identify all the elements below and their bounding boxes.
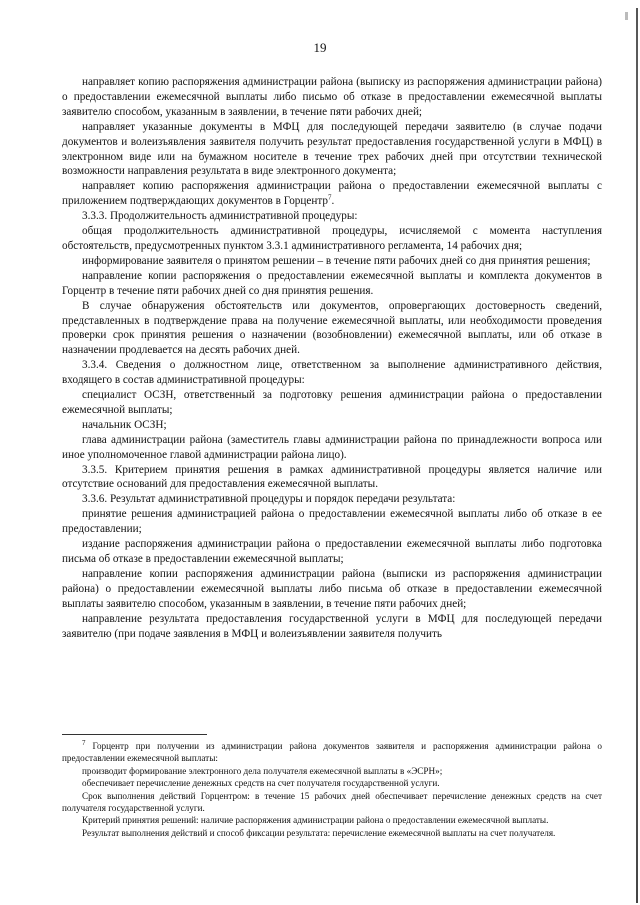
footnote-line: Срок выполнения действий Горцентром: в течение 15 рабочих дней обеспечивает перечисление денежных средств на счет получателя государственной услуги.	[62, 790, 602, 814]
footnotes	[62, 740, 602, 839]
paragraph: общая продолжительность административной процедуры, исчисляемой с момента наступления обстоятельств, предусмотренных пунктом 3.3.1 административного регламента, 14 рабочих дня;	[62, 225, 602, 252]
paragraph: 3.3.3. Продолжительность административной процедуры:	[82, 210, 358, 223]
paragraph: принятие решения администрацией района о предоставлении ежемесячной выплаты либо об отказе в ее предоставлении;	[62, 508, 602, 536]
paragraph: 3.3.5. Критерием принятия решения в рамках административной процедуры является наличие или отсутствие оснований для предоставления ежемесячной выплаты.	[62, 463, 602, 491]
footnote-line: Результат выполнения действий и способ фиксации результата: перечисление ежемесячной выплаты на счет получателя.	[82, 827, 556, 838]
paragraph: 3.3.6. Результат административной процедуры и порядок передачи результата:	[82, 493, 456, 506]
paragraph: направление копии распоряжения о предоставлении ежемесячной выплаты и комплекта документов в Горцентр в течение пяти рабочих дней со дня принятия решения.	[62, 269, 602, 297]
footnote-text: Горцентр при получении из администрации района документов заявителя и распоряжения администрации района о предоставлении ежемесячной выплаты:	[62, 741, 602, 764]
paragraph: информирование заявителя о принятом решении – в течение пяти рабочих дней со дня принятия решения;	[82, 254, 591, 267]
paragraph: глава администрации района (заместитель главы администрации района по принадлежности вопроса или иное уполномоченное главой администрации района лицо).	[62, 433, 602, 461]
document-body	[62, 75, 602, 641]
footnote-reference[interactable]: 7	[327, 193, 332, 202]
paragraph: В случае обнаружения обстоятельств или документов, опровергающих достоверность сведений, представленных в подтверждение права на получение ежемесячной выплаты, или необходимости проведения проверки срок принятия решения о назначении (возобновлении) ежемесячной выплаты, или об отказе в назначении продлевается на десять рабочих дней.	[62, 299, 602, 357]
paragraph: издание распоряжения администрации района о предоставлении ежемесячной выплаты либо подготовка письма об отказе в предоставлении ежемесячной выплаты;	[62, 538, 602, 565]
paragraph: специалист ОСЗН, ответственный за подготовку решения администрации района о предоставлении ежемесячной выплаты;	[62, 389, 602, 416]
paragraph-end-punct: .	[331, 195, 335, 208]
paragraph-with-footnote-ref	[62, 179, 602, 209]
paragraph: начальник ОСЗН;	[82, 418, 167, 431]
footnote-line: производит формирование электронного дела получателя ежемесячной выплаты в «ЭСРН»;	[82, 765, 443, 776]
page-number: 19	[313, 40, 327, 55]
paragraph: направление результата предоставления государственной услуги в МФЦ для последующей передачи заявителю (при подаче заявления в МФЦ и волеизъявлении заявителя получить	[62, 612, 602, 640]
paragraph: 3.3.4. Сведения о должностном лице, ответственном за выполнение административного действия, входящего в состав административной процедуры:	[62, 359, 602, 387]
paragraph: направляет копию распоряжения администрации района (выписку из распоряжения администрации района) о предоставлении ежемесячной выплаты либо письмо об отказе в предоставлении ежемесячной выплаты заявителю способом, указанным в заявлении, в течение пяти рабочих дней;	[62, 76, 602, 118]
paragraph: направляет указанные документы в МФЦ для последующей передачи заявителю (в случае подачи документов и волеизъявления заявителя получить результат предоставления государственной услуги в МФЦ) в электронном виде или на бумажном носителе в течение трех рабочих дней при отсутствии технической возможности направления результата в виде электронного документа;	[62, 120, 602, 178]
paragraph: направление копии распоряжения администрации района (выписки из распоряжения администрации района) о предоставлении ежемесячной выплаты либо письма об отказе в предоставлении ежемесячной выплаты заявителю способом, указанным в заявлении, в течение пяти рабочих дней;	[62, 567, 602, 610]
footnote-marker: 7	[82, 738, 86, 747]
footnote-separator	[62, 734, 207, 735]
scan-edge-line	[636, 8, 638, 903]
paragraph-text: направляет копию распоряжения администрации района о предоставлении ежемесячной выплаты с приложением подтверждающих документов в Горцентр	[62, 180, 602, 208]
footnote-line: обеспечивает перечисление денежных средств на счет получателя государственной услуги.	[82, 778, 440, 789]
footnote-line: Критерий принятия решений: наличие распоряжения администрации района о предоставлении ежемесячной выплаты.	[82, 815, 549, 826]
scan-edge-mark	[625, 12, 628, 20]
footnote	[62, 740, 602, 765]
